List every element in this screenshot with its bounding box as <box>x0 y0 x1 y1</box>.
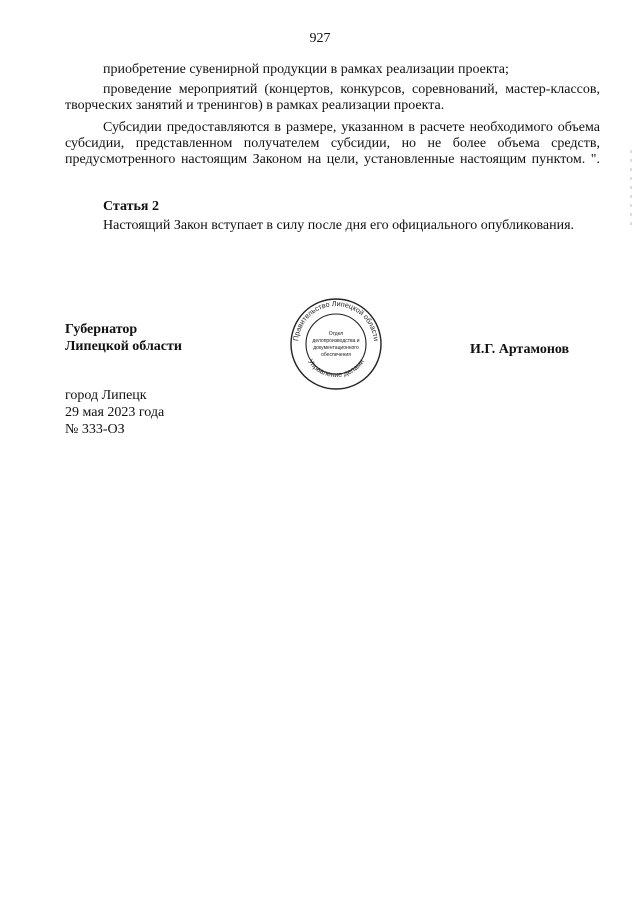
footer-city: город Липецк <box>65 388 147 403</box>
stamp-ring-bottom: Управление делами <box>306 357 366 380</box>
paragraph: Субсидии предоставляются в размере, указанном в расчете необходимого объема субсидии, представленном получателем субсидии, но не более объема средств, предусмотренного настоящим Законом на цели, установленные настоящим пунктом. ". <box>65 120 600 167</box>
article-heading: Статья 2 <box>103 199 159 214</box>
page-number: 927 <box>309 31 331 46</box>
paragraph: Настоящий Закон вступает в силу после дня его официального опубликования. <box>103 218 575 233</box>
paragraph: проведение мероприятий (концертов, конкурсов, соревнований, мастер-классов, творческих занятий и тренингов) в рамках реализации проекта. <box>65 82 600 113</box>
signatory-name: И.Г. Артамонов <box>470 342 570 357</box>
signature-title-line: Липецкой области <box>65 339 182 354</box>
stamp-center-line: обеспечения <box>321 352 351 358</box>
stamp-center-line: Отдел <box>328 331 344 337</box>
body-text-top <box>65 62 600 168</box>
footer-date: 29 мая 2023 года <box>65 405 165 420</box>
stamp-center-line: делопроизводства и <box>312 338 360 344</box>
signature-title <box>65 321 182 355</box>
signature-title-line: Губернатор <box>65 322 138 337</box>
official-stamp <box>289 297 383 391</box>
footer-number: № 333-ОЗ <box>65 422 125 437</box>
stamp-center-line: документационного <box>313 345 359 351</box>
document-footer <box>65 387 164 438</box>
scan-edge-mark <box>628 150 634 230</box>
article-body <box>65 218 600 234</box>
stamp-ring-text: Правительство Липецкой области <box>291 298 381 342</box>
paragraph: приобретение сувенирной продукции в рамках реализации проекта; <box>103 62 509 77</box>
